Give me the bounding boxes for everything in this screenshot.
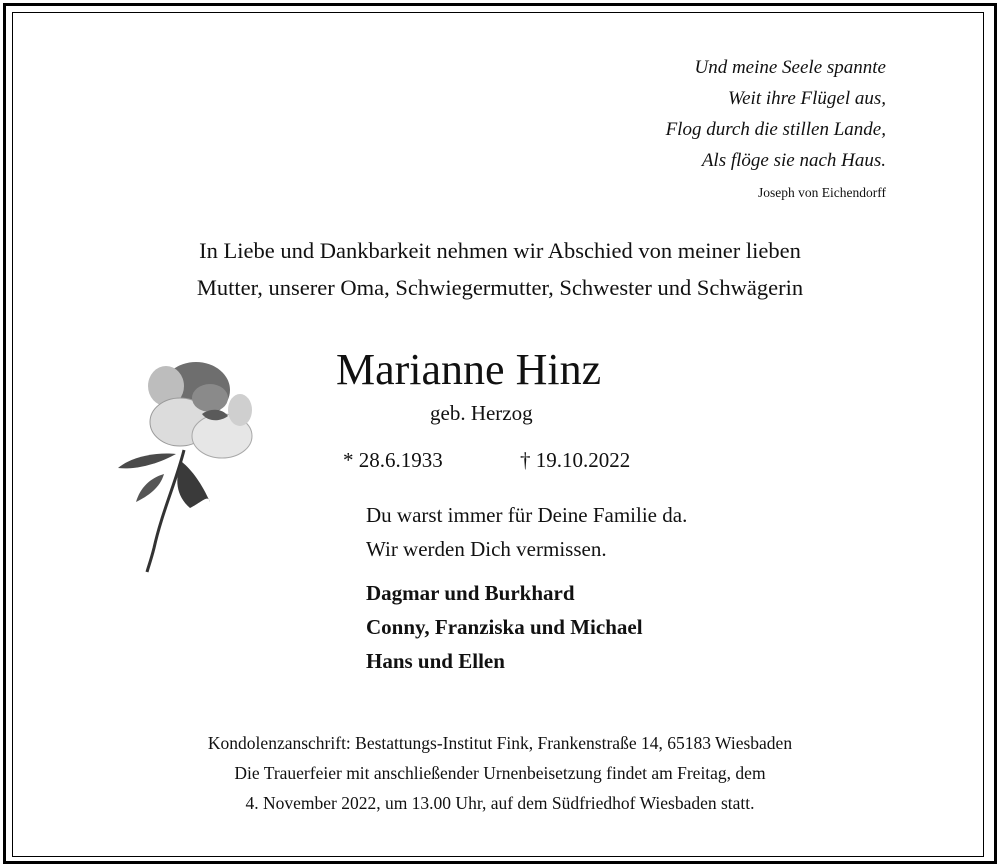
- poem-line: Als flöge sie nach Haus.: [701, 150, 886, 171]
- family-names: [366, 576, 643, 678]
- condolence-address: Kondolenzanschrift: Bestattungs-Institut Fink, Frankenstraße 14, 65183 Wiesbaden: [207, 733, 793, 753]
- rose-illustration: [110, 352, 270, 576]
- family-line: Dagmar und Burkhard: [366, 581, 575, 605]
- poem: [666, 52, 886, 204]
- poem-line: Flog durch die stillen Lande,: [665, 119, 886, 140]
- intro-text: [0, 232, 1000, 306]
- footer-info: [0, 728, 1000, 818]
- family-line: Conny, Franziska und Michael: [366, 615, 643, 639]
- death-date: † 19.10.2022: [520, 448, 631, 472]
- intro-line: In Liebe und Dankbarkeit nehmen wir Abschied von meiner lieben: [199, 238, 801, 263]
- ceremony-info: 4. November 2022, um 13.00 Uhr, auf dem Südfriedhof Wiesbaden statt.: [245, 793, 755, 813]
- poem-author: Joseph von Eichendorff: [758, 185, 886, 200]
- maiden-name: geb. Herzog: [430, 401, 533, 425]
- intro-line: Mutter, unserer Oma, Schwiegermutter, Schwester und Schwägerin: [196, 275, 804, 300]
- ceremony-info: Die Trauerfeier mit anschließender Urnenbeisetzung findet am Freitag, dem: [234, 763, 766, 783]
- poem-line: Und meine Seele spannte: [694, 57, 886, 78]
- birth-date: * 28.6.1933: [343, 448, 443, 472]
- poem-line: Weit ihre Flügel aus,: [728, 88, 886, 109]
- deceased-name: Marianne Hinz: [336, 345, 602, 394]
- family-line: Hans und Ellen: [366, 649, 505, 673]
- quote-line: Du warst immer für Deine Familie da.: [366, 503, 688, 527]
- farewell-quote: [366, 498, 687, 566]
- quote-line: Wir werden Dich vermissen.: [366, 537, 607, 561]
